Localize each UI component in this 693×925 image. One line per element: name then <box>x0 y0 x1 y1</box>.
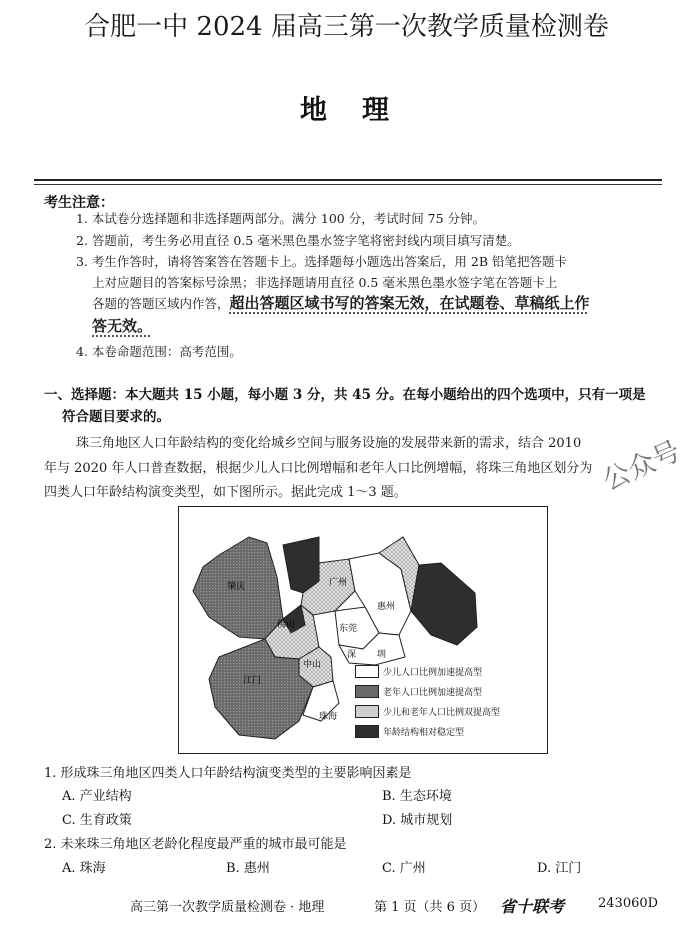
legend-item-both <box>355 704 500 718</box>
legend-item-elderly <box>355 684 482 698</box>
legend-swatch <box>355 665 379 678</box>
passage-line-1: 珠三角地区人口年龄结构的变化给城乡空间与服务设施的发展带来新的需求，结合 2010 <box>76 436 582 451</box>
region-huizhou-east <box>411 563 477 645</box>
notice-item-1: 1. 本试卷分选择题和非选择题两部分。满分 100 分，考试时间 75 分钟。 <box>76 211 486 226</box>
label-zhaoqing: 肇庆 <box>227 582 246 592</box>
notice-item-4: 4. 本卷命题范围：高考范围。 <box>76 344 242 359</box>
question-1-option-d: D. 城市规划 <box>382 813 453 828</box>
legend-swatch <box>355 725 379 738</box>
section-heading-line-2: 符合题目要求的。 <box>62 409 170 425</box>
notice-emphasis: 超出答题区域书写的答案无效，在试题卷、草稿纸上作 <box>229 294 590 312</box>
divider-rule <box>34 184 662 185</box>
label-jiangmen: 江门 <box>243 676 262 686</box>
legend-label: 少儿人口比例加速提高型 <box>383 667 483 678</box>
legend-label: 少儿和老年人口比例双提高型 <box>383 707 501 718</box>
question-1-stem: 1. 形成珠三角地区四类人口年龄结构演变类型的主要影响因素是 <box>44 766 412 781</box>
legend-swatch <box>355 685 379 698</box>
question-1-option-a: A. 产业结构 <box>62 789 132 804</box>
label-guangzhou: 广州 <box>329 578 348 588</box>
label-foshan: 佛山 <box>277 620 296 630</box>
footer-brand-logo: 省十联考 <box>500 897 565 916</box>
legend-swatch <box>355 705 379 718</box>
legend-item-stable <box>355 724 464 738</box>
notice-item-3-line-1: 3. 考生作答时，请将答案答在答题卡上。选择题每小题选出答案后，用 2B 铅笔把答题卡 <box>76 254 567 269</box>
subject-title: 地 理 <box>300 95 393 126</box>
legend-label: 年龄结构相对稳定型 <box>383 727 465 738</box>
question-1-option-b: B. 生态环境 <box>382 789 452 804</box>
notice-item-2: 2. 答题前，考生务必用直径 0.5 毫米黑色墨水签字笔将密封线内项目填写清楚。 <box>76 233 520 248</box>
passage-line-2: 年与 2020 年人口普查数据，根据少儿人口比例增幅和老年人口比例增幅，将珠三角地区划分为 <box>44 461 593 476</box>
question-2-option-b: B. 惠州 <box>226 861 270 876</box>
exam-title: 合肥一中 2024 届高三第一次教学质量检测卷 <box>84 12 609 42</box>
notice-item-3-line-3-plain: 各题的答题区域内作答， <box>92 296 230 311</box>
notice-emphasis-end: 答无效。 <box>92 317 153 335</box>
question-2-option-c: C. 广州 <box>382 861 426 876</box>
question-2-option-d: D. 江门 <box>537 861 582 876</box>
footer-page-number: 第 1 页（共 6 页） <box>374 900 486 915</box>
notice-title: 考生注意： <box>44 195 114 211</box>
question-2-stem: 2. 未来珠三角地区老龄化程度最严重的城市最可能是 <box>44 837 347 852</box>
label-shenzhen-2: 圳 <box>377 650 387 660</box>
label-shenzhen-1: 深 <box>347 650 357 660</box>
label-dongguan: 东莞 <box>339 624 358 634</box>
legend-label: 老年人口比例加速提高型 <box>383 687 483 698</box>
footer-exam-name: 高三第一次教学质量检测卷 · 地理 <box>130 900 325 915</box>
notice-item-3-line-3 <box>92 294 590 313</box>
footer-code: 243060D <box>598 896 659 911</box>
label-huizhou: 惠州 <box>377 602 396 612</box>
section-heading-line-1: 一、选择题：本大题共 15 小题，每小题 3 分，共 45 分。在每小题给出的四个选项中，只有一项是 <box>44 387 646 403</box>
question-2-option-a: A. 珠海 <box>62 861 106 876</box>
label-zhongshan: 中山 <box>303 660 322 670</box>
legend-item-child <box>355 664 482 678</box>
watermark-text: 公众号 <box>598 435 686 497</box>
divider-rule <box>34 179 662 181</box>
notice-item-3-line-4 <box>92 317 152 336</box>
notice-item-3-line-2: 上对应题目的答案标号涂黑；非选择题请用直径 0.5 毫米黑色墨水签字笔在答题卡上 <box>92 275 558 290</box>
label-zhuhai: 珠海 <box>319 712 338 722</box>
passage-line-3: 四类人口年龄结构演变类型，如下图所示。据此完成 1～3 题。 <box>44 485 407 500</box>
question-1-option-c: C. 生育政策 <box>62 813 132 828</box>
